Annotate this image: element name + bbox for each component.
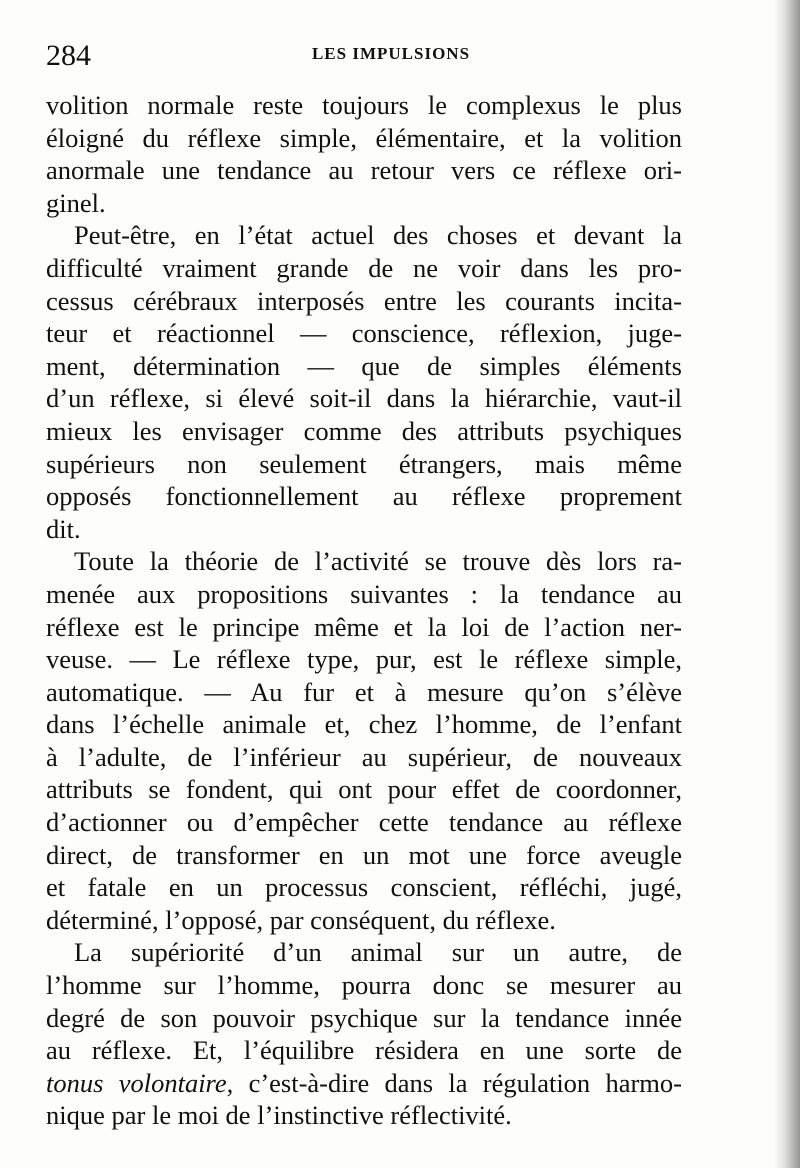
body-text xyxy=(46,89,682,1132)
page-edge-shadow xyxy=(774,0,800,1168)
text-line: et fatale en un processus conscient, réfléchi, jugé, xyxy=(46,872,682,903)
text-line: teur et réactionnel — conscience, réflexion, juge- xyxy=(46,318,682,349)
text-line: ment, détermination — que de simples éléments xyxy=(46,350,682,381)
running-title: LES IMPULSIONS xyxy=(311,44,471,63)
text-line: l’homme sur l’homme, pourra donc se mesurer au xyxy=(46,970,682,1001)
text-line: veuse. — Le réflexe type, pur, est le réflexe simple, xyxy=(46,644,682,675)
text-line xyxy=(46,1067,682,1100)
text-line: cessus cérébraux interposés entre les courants incita- xyxy=(46,285,682,316)
text-line: à l’adulte, de l’inférieur au supérieur, de nouveaux xyxy=(46,741,682,772)
page-number: 284 xyxy=(46,39,91,72)
text-line: supérieurs non seulement étrangers, mais même xyxy=(46,448,682,479)
italic-term: tonus volontaire, xyxy=(46,1067,234,1098)
text-line: dans l’échelle animale et, chez l’homme, de l’enfant xyxy=(46,709,682,740)
text-line: direct, de transformer en un mot une force aveugle xyxy=(46,839,682,870)
text-line: Toute la théorie de l’activité se trouve dès lors ra- xyxy=(74,546,682,577)
text-line: réflexe est le principe même et la loi de l’action ner- xyxy=(46,611,682,642)
text-line: automatique. — Au fur et à mesure qu’on s’élève xyxy=(46,676,682,707)
text-line: anormale une tendance au retour vers ce réflexe ori- xyxy=(46,155,682,186)
text-line: attributs se fondent, qui ont pour effet de coordonner, xyxy=(46,774,682,805)
text-line: d’actionner ou d’empêcher cette tendance au réflexe xyxy=(46,807,682,838)
text-line: dit. xyxy=(46,513,81,544)
text-line: nique par le moi de l’instinctive réflectivité. xyxy=(46,1100,512,1131)
text-line: d’un réflexe, si élevé soit-il dans la hiérarchie, vaut-il xyxy=(46,383,682,414)
text-line: éloigné du réflexe simple, élémentaire, et la volition xyxy=(46,122,682,153)
text-line: déterminé, l’opposé, par conséquent, du réflexe. xyxy=(46,904,556,935)
text-line: mieux les envisager comme des attributs psychiques xyxy=(46,415,682,446)
text-line: degré de son pouvoir psychique sur la tendance innée xyxy=(46,1002,682,1033)
text-line: ginel. xyxy=(46,187,106,218)
text-line: opposés fonctionnellement au réflexe proprement xyxy=(46,481,682,512)
text-line: La supériorité d’un animal sur un autre, de xyxy=(74,937,682,968)
text-line: difficulté vraiment grande de ne voir dans les pro- xyxy=(46,252,682,283)
text-line: menée aux propositions suivantes : la tendance au xyxy=(46,578,682,609)
text-line: volition normale reste toujours le complexus le plus xyxy=(46,90,682,120)
text-line: au réflexe. Et, l’équilibre résidera en une sorte de xyxy=(46,1035,682,1066)
text-line-rest: c’est-à-dire dans la régulation harmo- xyxy=(233,1067,682,1098)
text-line: Peut-être, en l’état actuel des choses et devant la xyxy=(74,220,682,251)
running-head xyxy=(46,38,676,74)
